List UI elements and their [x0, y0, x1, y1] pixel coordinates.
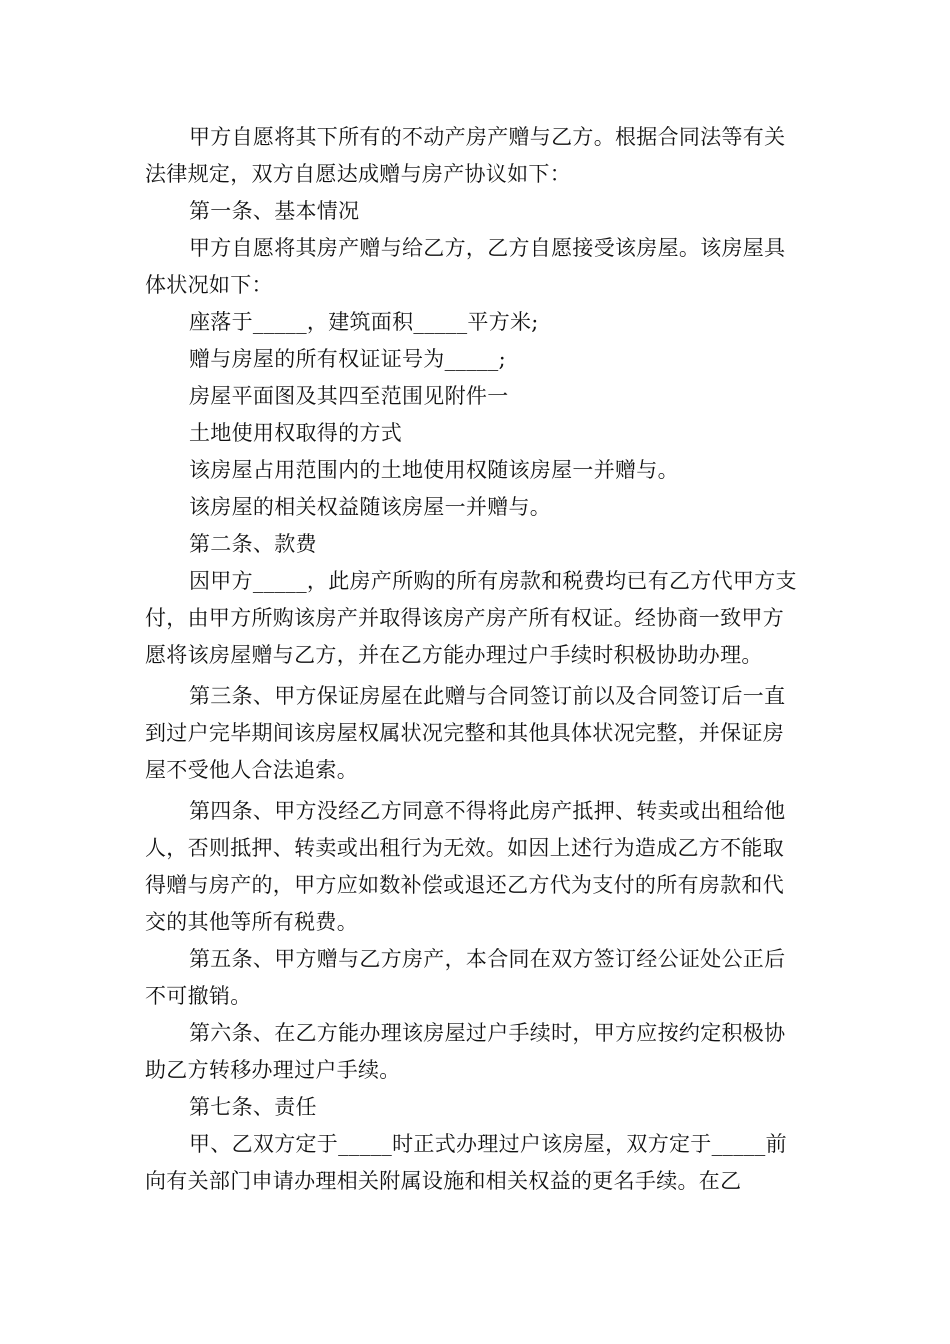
article-2-paragraph: 因甲方_____，此房产所购的所有房款和税费均已有乙方代甲方支付，由甲方所购该房产并取得该房产房产所有权证。经协商一致甲方愿将该房屋赠与乙方，并在乙方能办理过户手续时积极协助办理。 [145, 569, 797, 667]
location-area-line: 座落于_____，建筑面积_____平方米; [189, 310, 539, 334]
article-2-heading: 第二条、款费 [189, 532, 317, 556]
article-4-paragraph: 第四条、甲方没经乙方同意不得将此房产抵押、转卖或出租给他人，否则抵押、转卖或出租行为无效。如因上述行为造成乙方不能取得赠与房产的，甲方应如数补偿或退还乙方代为支付的所有房款和代交的其他等所有税费。 [145, 799, 786, 934]
land-use-gift-line: 该房屋占用范围内的土地使用权随该房屋一并赠与。 [189, 458, 679, 482]
certificate-number-line: 赠与房屋的所有权证证号为_____; [189, 347, 506, 371]
related-rights-line: 该房屋的相关权益随该房屋一并赠与。 [189, 495, 552, 519]
article-1-heading: 第一条、基本情况 [189, 199, 360, 223]
article-6-paragraph: 第六条、在乙方能办理该房屋过户手续时，甲方应按约定积极协助乙方转移办理过户手续。 [145, 1021, 786, 1082]
floor-plan-line: 房屋平面图及其四至范围见附件一 [189, 384, 509, 408]
article-7-paragraph: 甲、乙双方定于_____时正式办理过户该房屋，双方定于_____前向有关部门申请办理相关附属设施和相关权益的更名手续。在乙 [145, 1132, 787, 1193]
article-1-paragraph: 甲方自愿将其房产赠与给乙方，乙方自愿接受该房屋。该房屋具体状况如下： [145, 236, 786, 297]
article-5-paragraph: 第五条、甲方赠与乙方房产，本合同在双方签订经公证处公正后不可撤销。 [145, 947, 786, 1008]
intro-paragraph: 甲方自愿将其下所有的不动产房产赠与乙方。根据合同法等有关法律规定，双方自愿达成赠与房产协议如下： [145, 125, 786, 186]
article-7-heading: 第七条、责任 [189, 1095, 317, 1119]
document-body [145, 119, 805, 1200]
land-use-method-line: 土地使用权取得的方式 [189, 421, 402, 445]
article-3-paragraph: 第三条、甲方保证房屋在此赠与合同签订前以及合同签订后一直到过户完毕期间该房屋权属状况完整和其他具体状况完整，并保证房屋不受他人合法追索。 [145, 684, 786, 782]
